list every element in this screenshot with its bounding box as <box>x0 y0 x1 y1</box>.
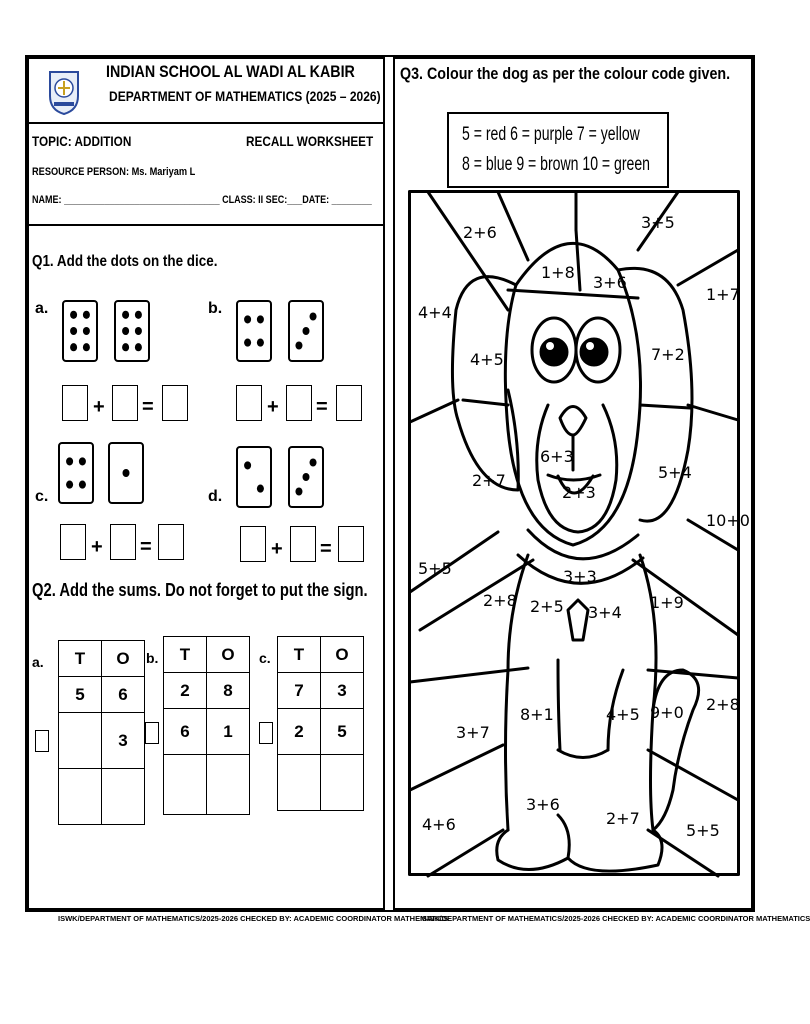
table-cell: 1 <box>207 709 250 755</box>
answer-box[interactable] <box>286 385 312 421</box>
school-logo <box>46 66 82 116</box>
region-label: 3+5 <box>641 213 675 232</box>
region-label: 1+8 <box>541 263 575 282</box>
die-pip <box>122 311 129 319</box>
die-pip <box>257 315 264 323</box>
answer-cell[interactable] <box>59 769 102 825</box>
die-pip <box>257 339 264 347</box>
header-divider <box>27 122 385 124</box>
region-label: 2+8 <box>706 695 740 714</box>
region-label: 2+8 <box>483 591 517 610</box>
plus-sign: + <box>271 538 283 560</box>
die-b1 <box>236 300 272 362</box>
table-cell: 2 <box>164 673 207 709</box>
region-label: 4+5 <box>606 705 640 724</box>
die-d1 <box>236 446 272 508</box>
worksheet-type: RECALL WORKSHEET <box>246 133 374 149</box>
die-pip <box>310 312 317 320</box>
region-label: 5+5 <box>686 821 720 840</box>
q1-title: Q1. Add the dots on the dice. <box>32 253 218 270</box>
answer-box[interactable] <box>290 526 316 562</box>
info-divider <box>27 224 385 226</box>
region-label: 3+4 <box>588 603 622 622</box>
place-value-table-a <box>58 640 145 825</box>
region-label: 3+7 <box>456 723 490 742</box>
department-title: DEPARTMENT OF MATHEMATICS (2025 – 2026) <box>109 88 381 104</box>
region-label: 6+3 <box>540 447 574 466</box>
q1-part-a-label: a. <box>35 300 49 317</box>
tens-header: T <box>59 641 102 677</box>
school-name: INDIAN SCHOOL AL WADI AL KABIR <box>106 62 355 81</box>
die-pip <box>122 327 129 335</box>
die-pip <box>302 473 309 481</box>
die-pip <box>310 458 317 466</box>
region-label: 9+0 <box>650 703 684 722</box>
region-label: 3+3 <box>563 567 597 586</box>
die-pip <box>70 311 77 319</box>
sign-box[interactable] <box>35 730 49 752</box>
answer-box[interactable] <box>112 385 138 421</box>
table-cell: 6 <box>164 709 207 755</box>
die-c2 <box>108 442 144 504</box>
die-pip <box>302 327 309 335</box>
table-cell: 6 <box>102 677 145 713</box>
region-label: 5+4 <box>658 463 692 482</box>
dog-colouring-picture <box>408 190 750 876</box>
die-c1 <box>58 442 94 504</box>
table-cell: 5 <box>59 677 102 713</box>
region-label: 3+6 <box>526 795 560 814</box>
colour-code-row-2: 8 = blue 9 = brown 10 = green <box>462 154 651 175</box>
die-pip <box>79 481 86 489</box>
answer-cell[interactable] <box>164 755 207 815</box>
region-label: 3+6 <box>593 273 627 292</box>
answer-box[interactable] <box>338 526 364 562</box>
equals-sign: = <box>140 536 152 558</box>
die-pip <box>244 315 251 323</box>
tens-header: T <box>164 637 207 673</box>
die-pip <box>244 461 251 469</box>
table-cell: 8 <box>207 673 250 709</box>
die-pip <box>122 343 129 351</box>
table-cell: 3 <box>321 673 364 709</box>
resource-person: RESOURCE PERSON: Ms. Mariyam L <box>32 166 196 178</box>
die-pip <box>257 485 264 493</box>
die-b2 <box>288 300 324 362</box>
die-d2 <box>288 446 324 508</box>
plus-sign: + <box>267 396 279 418</box>
region-label: 4+6 <box>422 815 456 834</box>
die-pip <box>70 327 77 335</box>
tens-header: T <box>278 637 321 673</box>
equals-sign: = <box>142 396 154 418</box>
answer-box[interactable] <box>336 385 362 421</box>
region-label: 10+0 <box>706 511 750 530</box>
footer-left: ISWK/DEPARTMENT OF MATHEMATICS/2025-2026 CHECKED BY: ACADEMIC COORDINATOR MATHEMATICS <box>58 914 449 923</box>
answer-cell[interactable] <box>207 755 250 815</box>
region-label: 2+6 <box>463 223 497 242</box>
equals-sign: = <box>316 396 328 418</box>
sign-box[interactable] <box>259 722 273 744</box>
die-pip <box>83 327 90 335</box>
answer-box[interactable] <box>236 385 262 421</box>
table-cell: 3 <box>102 713 145 769</box>
region-label: 2+3 <box>562 483 596 502</box>
q3-title: Q3. Colour the dog as per the colour code given. <box>400 64 731 83</box>
plus-sign: + <box>93 396 105 418</box>
region-label: 8+1 <box>520 705 554 724</box>
region-label: 1+9 <box>650 593 684 612</box>
answer-box[interactable] <box>62 385 88 421</box>
q2-part-c-label: c. <box>259 650 271 666</box>
answer-box[interactable] <box>162 385 188 421</box>
die-pip <box>135 327 142 335</box>
die-pip <box>66 481 73 489</box>
die-pip <box>83 311 90 319</box>
q1-part-c-label: c. <box>35 488 49 505</box>
die-pip <box>295 341 302 349</box>
q2-part-b-label: b. <box>146 650 159 666</box>
region-label: 2+5 <box>530 597 564 616</box>
answer-cell[interactable] <box>321 755 364 811</box>
answer-box[interactable] <box>240 526 266 562</box>
q1-part-b-label: b. <box>208 300 223 317</box>
region-label: 1+7 <box>706 285 740 304</box>
die-pip <box>122 469 129 477</box>
ones-header: O <box>102 641 145 677</box>
die-pip <box>79 457 86 465</box>
region-label: 2+7 <box>606 809 640 828</box>
footer-right: ISWK/DEPARTMENT OF MATHEMATICS/2025-2026 CHECKED BY: ACADEMIC COORDINATOR MATHEMATICS <box>420 914 810 923</box>
die-pip <box>295 487 302 495</box>
ones-header: O <box>207 637 250 673</box>
die-pip <box>83 343 90 351</box>
table-cell: 7 <box>278 673 321 709</box>
colour-code-row-1: 5 = red 6 = purple 7 = yellow <box>462 124 640 145</box>
region-label: 5+5 <box>418 559 452 578</box>
q2-title: Q2. Add the sums. Do not forget to put the sign. <box>32 580 368 600</box>
table-cell: 2 <box>278 709 321 755</box>
answer-cell[interactable] <box>102 769 145 825</box>
answer-box[interactable] <box>110 524 136 560</box>
table-cell <box>59 713 102 769</box>
plus-sign: + <box>91 536 103 558</box>
place-value-table-c <box>277 636 364 811</box>
die-a1 <box>62 300 98 362</box>
region-label: 4+4 <box>418 303 452 322</box>
region-label: 2+7 <box>472 471 506 490</box>
die-pip <box>135 311 142 319</box>
region-label: 4+5 <box>470 350 504 369</box>
die-pip <box>66 457 73 465</box>
die-pip <box>135 343 142 351</box>
student-info-fields[interactable]: NAME: _______________________________ CLASS: II SEC:___DATE: ________ <box>32 194 372 206</box>
sign-box[interactable] <box>145 722 159 744</box>
q1-part-d-label: d. <box>208 488 223 505</box>
ones-header: O <box>321 637 364 673</box>
topic-label: TOPIC: ADDITION <box>32 133 132 149</box>
die-pip <box>244 339 251 347</box>
region-label: 7+2 <box>651 345 685 364</box>
die-pip <box>70 343 77 351</box>
place-value-table-b <box>163 636 250 815</box>
answer-box[interactable] <box>158 524 184 560</box>
answer-box[interactable] <box>60 524 86 560</box>
q2-part-a-label: a. <box>32 654 44 670</box>
table-cell: 5 <box>321 709 364 755</box>
die-a2 <box>114 300 150 362</box>
equals-sign: = <box>320 538 332 560</box>
answer-cell[interactable] <box>278 755 321 811</box>
